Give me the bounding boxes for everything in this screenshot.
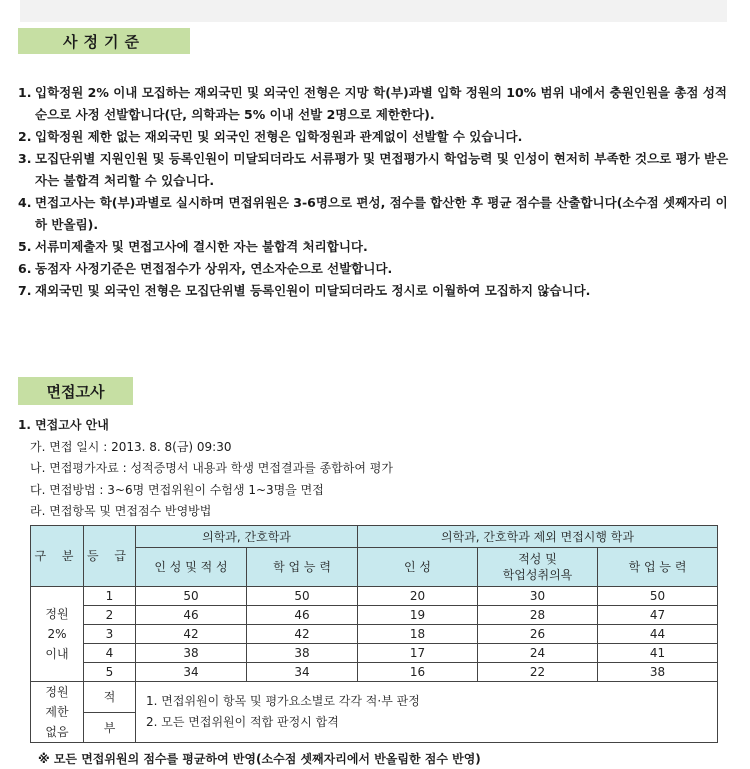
note-line: 2. 모든 면접위원이 적합 판정시 합격	[146, 715, 339, 729]
criteria-item: 5. 서류미제출자 및 면접고사에 결시한 자는 불합격 처리합니다.	[18, 239, 368, 254]
header-group-a: 의학과, 간호학과	[136, 526, 358, 548]
grade-cell: 1	[84, 587, 136, 606]
table-row	[31, 682, 718, 713]
score-cell: 50	[598, 587, 718, 606]
criteria-list	[18, 82, 733, 302]
score-cell: 30	[478, 587, 598, 606]
score-cell: 17	[358, 644, 478, 663]
grade-cell: 3	[84, 625, 136, 644]
score-cell: 50	[136, 587, 247, 606]
score-cell: 28	[478, 606, 598, 625]
score-cell: 46	[247, 606, 358, 625]
score-cell: 24	[478, 644, 598, 663]
score-cell: 19	[358, 606, 478, 625]
unlimited-notes	[136, 682, 718, 743]
section-title-interview: 면접고사	[18, 377, 133, 405]
score-cell: 38	[247, 644, 358, 663]
score-cell: 42	[247, 625, 358, 644]
header-sub: 학 업 능 력	[247, 548, 358, 587]
header-group-b: 의학과, 간호학과 제외 면접시행 학과	[358, 526, 718, 548]
interview-line: 가. 면접 일시 : 2013. 8. 8(금) 09:30	[30, 439, 232, 454]
score-cell: 34	[136, 663, 247, 682]
table-row	[31, 625, 718, 644]
criteria-item: 2. 입학정원 제한 없는 재외국민 및 외국인 전형은 입학정원과 관계없이 선발할 수 있습니다.	[18, 129, 523, 144]
unlimited-label: 정원 제한 없음	[31, 682, 84, 743]
interview-heading: 1. 면접고사 안내	[18, 418, 109, 432]
table-row	[31, 606, 718, 625]
score-cell: 34	[247, 663, 358, 682]
score-cell: 26	[478, 625, 598, 644]
score-cell: 46	[136, 606, 247, 625]
grade-cell: 2	[84, 606, 136, 625]
header-group: 구 분	[31, 526, 84, 587]
score-cell: 41	[598, 644, 718, 663]
grade-cell: 적	[84, 682, 136, 713]
score-cell: 50	[247, 587, 358, 606]
criteria-item: 6. 동점자 사정기준은 면접점수가 상위자, 연소자순으로 선발합니다.	[18, 261, 393, 276]
score-cell: 38	[598, 663, 718, 682]
header-sub: 적성 및 학업성취의욕	[478, 548, 598, 587]
interview-line: 라. 면접항목 및 면접점수 반영방법	[30, 504, 212, 518]
quota-label: 정원 2% 이내	[31, 587, 84, 682]
table-row	[31, 663, 718, 682]
grade-cell: 부	[84, 712, 136, 743]
score-cell: 22	[478, 663, 598, 682]
header-grade: 등 급	[84, 526, 136, 587]
score-cell: 20	[358, 587, 478, 606]
grade-cell: 5	[84, 663, 136, 682]
interview-info	[18, 415, 733, 523]
score-cell: 38	[136, 644, 247, 663]
note-line: 1. 면접위원이 항목 및 평가요소별로 각각 적·부 판정	[146, 694, 420, 708]
score-cell: 42	[136, 625, 247, 644]
table-row	[31, 644, 718, 663]
score-cell: 47	[598, 606, 718, 625]
criteria-item: 4. 면접고사는 학(부)과별로 실시하며 면접위원은 3-6명으로 편성, 점수를 합산한 후 평균 점수를 산출합니다(소수점 셋째자리 이하 반올림).	[18, 195, 728, 232]
table-row	[31, 587, 718, 606]
header-sub: 인 성 및 적 성	[136, 548, 247, 587]
criteria-item: 1. 입학정원 2% 이내 모집하는 재외국민 및 외국인 전형은 지망 학(부)과별 입학 정원의 10% 범위 내에서 충원인원을 총점 성적순으로 사정 선발합니다(단, 의학과는 5% 이내 선발 2명으로 제한한다).	[18, 85, 727, 122]
score-cell: 44	[598, 625, 718, 644]
top-banner-strip	[20, 0, 727, 22]
interview-line: 다. 면접방법 : 3~6명 면접위원이 수험생 1~3명을 면접	[30, 482, 324, 497]
score-cell: 16	[358, 663, 478, 682]
header-sub: 인 성	[358, 548, 478, 587]
grade-cell: 4	[84, 644, 136, 663]
score-cell: 18	[358, 625, 478, 644]
criteria-item: 3. 모집단위별 지원인원 및 등록인원이 미달되더라도 서류평가 및 면접평가시 학업능력 및 인성이 현저히 부족한 것으로 평가 받은자는 불합격 처리할 수 있습니다.	[18, 151, 729, 188]
footnote: ※ 모든 면접위원의 점수를 평균하여 반영(소수점 셋째자리에서 반올림한 점수 반영)	[38, 752, 481, 766]
interview-line: 나. 면접평가자료 : 성적증명서 내용과 학생 면접결과를 종합하여 평가	[30, 461, 393, 475]
section-title-criteria: 사정기준	[18, 28, 190, 54]
header-sub: 학 업 능 력	[598, 548, 718, 587]
interview-score-table	[30, 525, 718, 743]
criteria-item: 7. 재외국민 및 외국인 전형은 모집단위별 등록인원이 미달되더라도 정시로 이월하여 모집하지 않습니다.	[18, 283, 591, 298]
